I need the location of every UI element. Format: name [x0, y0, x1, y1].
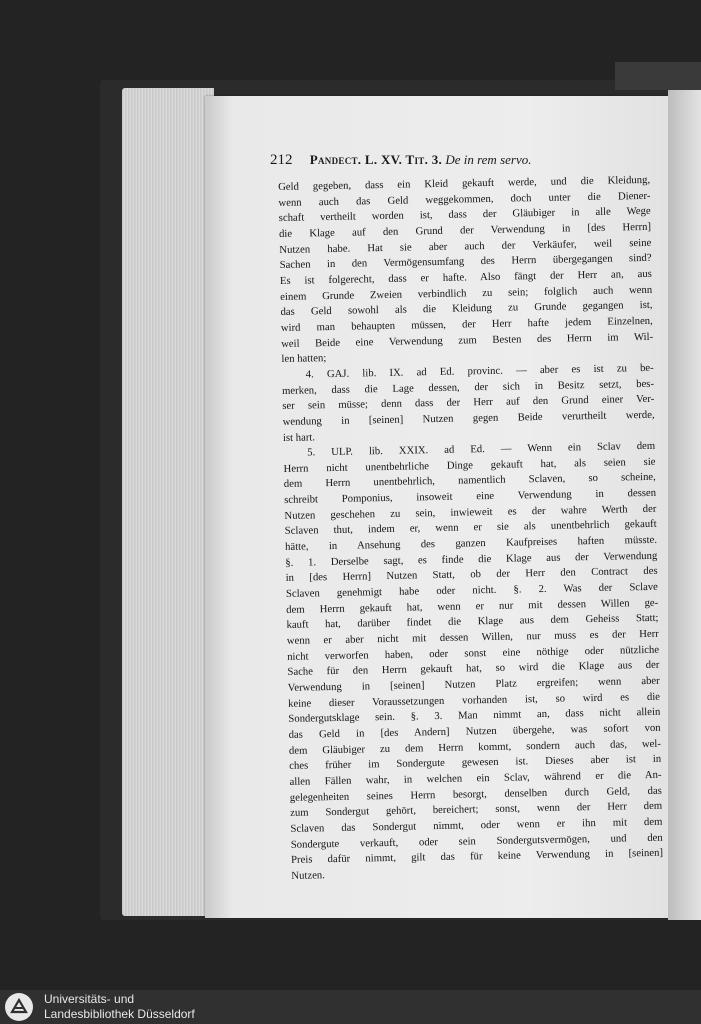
- text-line: Sclaven thut, indem er, wenn er sie als unentbehrlich gekauft: [284, 518, 657, 538]
- text-line: Preis dafür nimmt, gilt das für keine Verwendung in [seinen]: [290, 846, 664, 867]
- running-head: [270, 152, 650, 170]
- text-line: ist hart.: [282, 430, 316, 444]
- library-footer: [0, 990, 701, 1024]
- text-line: nicht verworfen haben, oder sonst eine nöthige oder nützliche: [287, 643, 660, 663]
- text-line: §. 1. Derselbe sagt, es finde die Klage aus der Verwendung: [285, 549, 658, 569]
- text-line: ser sein müsse; denn dass der Herr auf den Grund einer Ver-: [282, 393, 655, 413]
- text-line: schaft vertheilt worden ist, dass der Gläubiger in alle Wege: [278, 205, 651, 225]
- text-line: wenn er aber nicht mit dessen Willen, nur muss es der Herr: [286, 627, 659, 647]
- text-line: wird man behaupten müssen, der Herr hafte jedem Einzelnen,: [280, 314, 653, 334]
- text-line: weil Beide eine Verwendung zum Besten des Herrn im Wil-: [281, 330, 654, 350]
- text-line: merken, dass die Lage dessen, der sich in Besitz setzt, bes-: [281, 377, 655, 397]
- text-line: gelegenheiten seines Herrn besorgt, denselben durch Geld, das: [289, 784, 662, 804]
- text-line: Sache für den Herrn gekauft hat, so wird die Klage aus der: [287, 659, 660, 679]
- text-line: zum Sondergut gehört, bereichert; sonst, wenn der Herr dem: [290, 799, 663, 820]
- text-line: Herrn nicht unentbehrliche Dinge gekauft hat, als seien sie: [283, 455, 656, 475]
- text-line: schreibt Pomponius, insoweit eine Verwendung in dessen: [284, 486, 657, 507]
- text-line: Sachen in den Vermögensumfang des Herrn übergegangen sind?: [279, 252, 652, 272]
- running-title: Pandect. L. XV. Tit. 3.: [309, 152, 443, 167]
- page-text: [278, 173, 664, 882]
- text-line: in [des Herrn] Nutzen Statt, ob der Herr den Contract des: [285, 565, 658, 585]
- text-line: das Geld sowohl als die Kleidung zu Grunde gegangen ist,: [280, 299, 653, 319]
- footer-line-2: Landesbibliothek Düsseldorf: [44, 1007, 195, 1021]
- text-line: Sondergutsklage sein. §. 3. Man nimmt an, dass nicht allein: [288, 706, 661, 726]
- text-line: das Geld in [des Andern] Nutzen übergehe, was sofort von: [288, 721, 661, 741]
- text-line: ches früher im Sondergute gewesen ist. Dieses aber ist in: [289, 753, 662, 773]
- text-line: kauft hat, darüber findet die Klage aus dem Geheiss Statt;: [286, 612, 659, 632]
- text-line: keine dieser Voraussetzungen vorhanden ist, so wird es die: [287, 690, 661, 710]
- text-line: einem Grunde Zweien verbindlich zu sein; folglich auch wenn: [280, 283, 653, 303]
- facing-page-edge: [668, 90, 701, 920]
- text-line: wendung in [seinen] Nutzen gegen Beide verurtheilt werde,: [282, 408, 655, 428]
- text-line: Sclaven genehmigt habe oder nicht. §. 2. Was der Sclave: [285, 580, 658, 600]
- text-line: len hatten;: [281, 352, 327, 366]
- text-line: Verwendung in [seinen] Nutzen Platz ergreifen; wenn aber: [287, 674, 660, 694]
- text-line: wenn auch das Geld weggekommen, doch unter die Diener-: [278, 189, 651, 209]
- text-line: dem Gläubiger zu dem Herrn kommt, sondern auch das, wel-: [288, 737, 662, 757]
- text-line: Geld gegeben, dass ein Kleid gekauft werde, und die Kleidung,: [278, 173, 651, 193]
- text-line: Nutzen.: [291, 869, 326, 882]
- footer-line-1: Universitäts- und: [44, 992, 135, 1006]
- text-line: 5. ULP. lib. XXIX. ad Ed. — Wenn ein Sclav dem: [307, 439, 656, 459]
- text-line: Nutzen habe. Hat sie aber auch der Verkäufer, weil seine: [279, 236, 652, 256]
- text-line: Es ist folgerecht, dass er hafte. Also fängt der Herr an, aus: [279, 267, 652, 287]
- text-line: Sondergute verkauft, oder sein Sondergutsvermögen, und den: [290, 831, 663, 851]
- text-line: dem Herrn gekauft hat, wenn er nur mit dessen Willen ge-: [286, 596, 659, 616]
- text-line: hätte, in Ansehung des ganzen Kaufpreises haften müsste.: [284, 533, 658, 554]
- text-line: die Klage auf den Grund der Verwendung in [des Herrn]: [278, 220, 652, 240]
- text-line: 4. GAJ. lib. IX. ad Ed. provinc. — aber es ist zu be-: [305, 361, 654, 381]
- text-line: Sclaven das Sondergut nimmt, oder wenn er ihn mit dem: [290, 815, 663, 835]
- text-line: dem Herrn unentbehrlich, namentlich Sclaven, so scheine,: [283, 471, 656, 491]
- text-line: Nutzen geschehen zu sein, inwieweit es der wahre Werth der: [284, 502, 657, 522]
- text-line: allen Fällen wahr, in welchen ein Sclav, während er die An-: [289, 768, 662, 788]
- page-number: 212: [270, 152, 293, 168]
- book-spine: [615, 62, 701, 90]
- running-subtitle: De in rem servo.: [445, 152, 532, 167]
- library-logo-icon: [5, 993, 33, 1021]
- page-edges: [122, 88, 214, 916]
